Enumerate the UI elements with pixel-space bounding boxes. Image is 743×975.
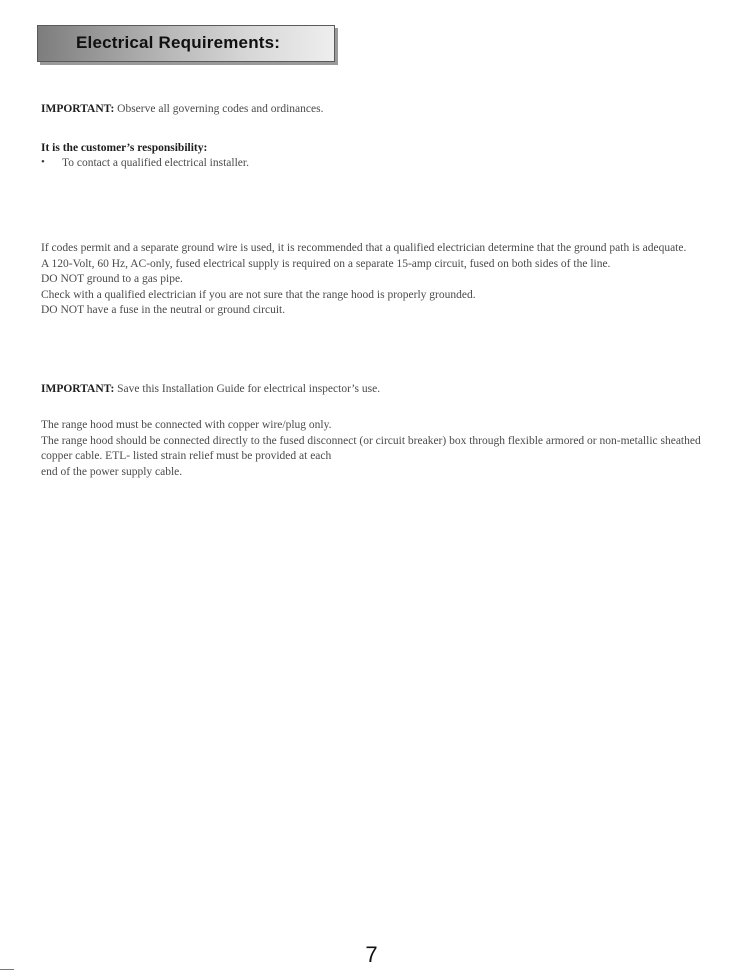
gas-pipe-warning: DO NOT ground to a gas pipe. bbox=[41, 273, 183, 285]
section-header-banner bbox=[37, 25, 335, 62]
important-text: Observe all governing codes and ordinances. bbox=[114, 103, 324, 115]
important-label: IMPORTANT: bbox=[41, 103, 115, 115]
wiring-instructions-text bbox=[41, 418, 701, 480]
grounding-check-paragraph: Check with a qualified electrician if you are not sure that the range hood is properly grounded. bbox=[41, 288, 476, 301]
cable-end-paragraph: end of the power supply cable. bbox=[41, 465, 183, 478]
supply-paragraph: A 120-Volt, 60 Hz, AC-only, fused electrical supply is required on a separate 15-amp circuit, fused on both sides of the line. bbox=[41, 257, 611, 270]
responsibility-heading: It is the customer’s responsibility: bbox=[41, 142, 208, 154]
important-text: Save this Installation Guide for electrical inspector’s use. bbox=[114, 383, 381, 395]
responsibility-item: To contact a qualified electrical installer. bbox=[62, 157, 249, 169]
electrical-requirements-text bbox=[41, 241, 701, 319]
bullet-icon: • bbox=[41, 156, 45, 168]
important-label: IMPORTANT: bbox=[41, 383, 115, 395]
ground-path-paragraph: If codes permit and a separate ground wire is used, it is recommended that a qualified electrician determine that the ground path is adequate. bbox=[41, 242, 687, 254]
connection-paragraph: The range hood should be connected directly to the fused disconnect (or circuit breaker) box through flexible armored or non-metallic sheathed copper cable. ETL- listed strain relief must be provided at each bbox=[41, 434, 701, 462]
page-edge-mark bbox=[0, 969, 14, 970]
fuse-warning: DO NOT have a fuse in the neutral or ground circuit. bbox=[41, 304, 286, 316]
section-title: Electrical Requirements: bbox=[76, 33, 281, 52]
important-notice-codes bbox=[41, 102, 323, 116]
copper-wire-paragraph: The range hood must be connected with copper wire/plug only. bbox=[41, 419, 332, 431]
important-notice-guide bbox=[41, 382, 380, 396]
page-number: 7 bbox=[365, 942, 378, 967]
